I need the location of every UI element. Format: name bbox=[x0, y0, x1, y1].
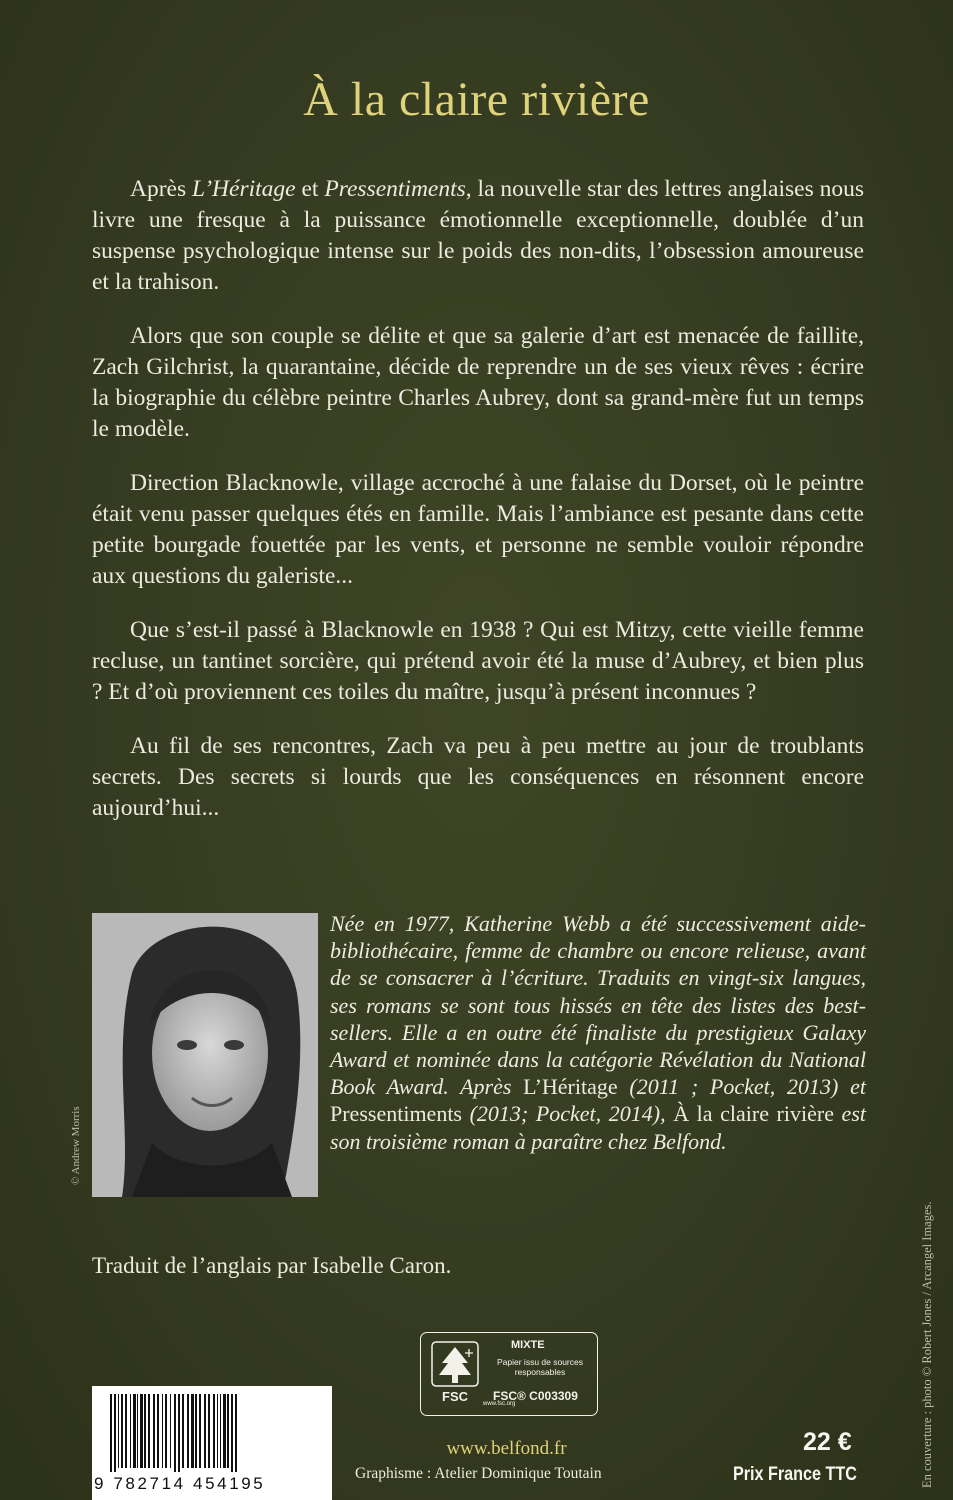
synopsis-paragraph: Alors que son couple se délite et que sa galerie d’art est menacée de faillite, Zach Gilchrist, la quarantaine, décide de reprendre un de ses vieux rêves : écrire la biographie du célèbre peintre Charles Aubrey, dont sa grand-mère fut un temps le modèle. bbox=[92, 323, 864, 442]
translator-credit: Traduit de l’anglais par Isabelle Caron. bbox=[92, 1253, 452, 1278]
price-label: Prix France TTC bbox=[733, 1464, 857, 1485]
book-reference: L’Héritage bbox=[192, 176, 296, 202]
author-bio: Née en 1977, Katherine Webb a été successivement aide-bibliothécaire, femme de chambre ou encore relieuse, avant de se consacrer à l’écriture. Traduits en vingt-six langues, ses romans se sont tous hissés en tête des listes des best-sellers. Elle a en outre été finaliste du prestigieux Galaxy Award et nominée dans la catégorie Révélation du National Book Award. Après L’Héritage (2011 ; Pocket, 2013) et Pressentiments (2013; Pocket, 2014), À la claire rivière est son troisième roman à paraître chez Belfond. bbox=[330, 911, 866, 1154]
book-reference: Pressentiments bbox=[324, 176, 466, 202]
fsc-code: FSC® C003309 bbox=[493, 1389, 578, 1403]
synopsis-paragraph: Après L’Héritage et Pressentiments, la nouvelle star des lettres anglaises nous livre une fresque à la puissance émotionnelle exceptionnelle, doublée d’un suspense psychologique intense sur le poids des non-dits, l’obsession amoureuse et la trahison. bbox=[92, 176, 865, 295]
synopsis bbox=[92, 174, 864, 847]
book-reference: L’Héritage bbox=[523, 1074, 618, 1100]
synopsis-paragraph: Direction Blacknowle, village accroché à une falaise du Dorset, où le peintre était venu passer quelques étés en famille. Mais l’ambiance est pesante dans cette petite bourgade fouettée par les vents, et personne ne semble vouloir répondre aux questions du galeriste... bbox=[92, 470, 864, 589]
price: 22 € bbox=[803, 1428, 852, 1456]
barcode-bar bbox=[174, 1394, 176, 1472]
photo-credit: © Andrew Morris bbox=[70, 1106, 82, 1185]
book-reference: À la claire rivière bbox=[673, 1101, 834, 1127]
fsc-url: www.fsc.org bbox=[483, 1401, 516, 1407]
barcode-bar bbox=[231, 1394, 233, 1472]
synopsis-paragraph: Que s’est-il passé à Blacknowle en 1938 ? Qui est Mitzy, cette vieille femme recluse, un tantinet sorcière, qui prétend avoir été la muse d’Aubrey, et bien plus ? Et d’où proviennent ces toiles du maître, jusqu’à présent inconnues ? bbox=[92, 617, 864, 705]
synopsis-paragraph: Au fil de ses rencontres, Zach va peu à peu mettre au jour de troublants secrets. Des secrets si lourds que les conséquences en résonnent encore aujourd’hui... bbox=[92, 733, 864, 821]
fsc-label bbox=[420, 1332, 598, 1416]
fsc-mixte: MIXTE bbox=[511, 1339, 545, 1351]
cover-credit: En couverture : photo © Robert Jones / Arcangel Images. bbox=[920, 1201, 934, 1488]
fsc-description: Papier issu de sources responsables bbox=[497, 1357, 583, 1377]
barcode-bar bbox=[178, 1394, 180, 1472]
author-photo bbox=[92, 913, 318, 1197]
barcode-bar bbox=[110, 1394, 112, 1472]
book-title: À la claire rivière bbox=[303, 73, 650, 126]
publisher-website: www.belfond.fr bbox=[446, 1438, 567, 1459]
design-credit: Graphisme : Atelier Dominique Toutain bbox=[355, 1465, 602, 1482]
barcode-digits: 9 782714 454195 bbox=[94, 1474, 266, 1493]
fsc-logo-text: FSC bbox=[442, 1389, 468, 1404]
fsc-tree-icon bbox=[431, 1341, 481, 1407]
barcode-bar bbox=[114, 1394, 116, 1472]
book-reference: Pressentiments bbox=[330, 1101, 462, 1127]
barcode-bar bbox=[235, 1394, 237, 1472]
